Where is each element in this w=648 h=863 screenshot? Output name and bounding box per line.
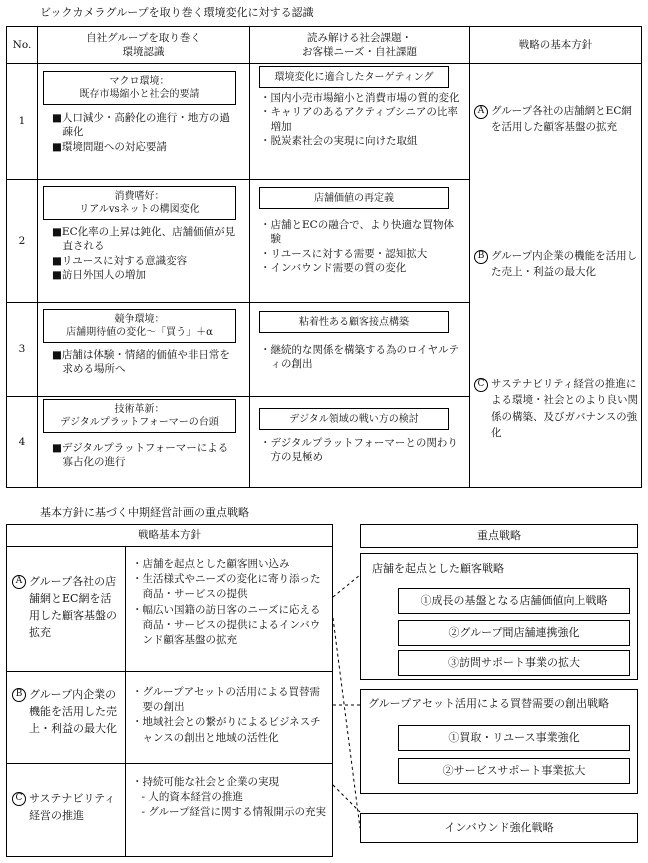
priority-item: ②サービスサポート事業拡大 [398,758,630,784]
header-issues: 読み解ける社会課題・ お客様ニーズ・自社課題 [302,31,417,58]
policy-sub-bullet: - 人的資本経営の推進 [141,791,243,804]
env-bullet: ■デジタルプラットフォーマーによる寡占化の進行 [52,442,229,469]
priority-group-asset-title: グループアセット活用による買替需要の創出戦略 [368,697,610,710]
priority-item: ③訪問サポート事業の拡大 [398,650,630,676]
priority-group-inbound: インバウンド強化戦略 [360,813,638,843]
env-box-macro: マクロ環境： 既存市場縮小と社会的要請 [43,71,236,105]
row-no-2: 2 [18,234,26,247]
connector-a-store [333,575,360,597]
policy-bullet: ・生活様式やニーズの変化に寄り添った商品・サービスの提供 [132,573,321,601]
policy-bullet: ・地域社会との繋がりによるビジネスチャンスの創出と地域の活性化 [132,716,321,744]
env-bullet: ■店舗は体験・情緒的価値や非日常を求める場所へ [52,349,230,376]
issue-bullet: ・国内小売市場縮小と消費市場の質的変化 [260,92,460,104]
bottom-title: 基本方針に基づく中期経営計画の重点戦略 [40,506,249,519]
circle-b-mark: B [12,688,26,702]
env-bullet: ■リユースに対する意識変容 [52,254,188,267]
env-bullet: ■環境問題への対応要請 [52,140,167,153]
circle-a-mark: A [474,105,488,119]
policy-bullet: ・店舗を起点とした顧客囲い込み [132,558,290,570]
connector-a-inbound [333,618,360,828]
row-no-1: 1 [18,115,26,128]
env-bullet: ■訪日外国人の増加 [52,269,146,282]
policy-a-text: グループ各社の店舗網とEC網を活用した顧客基盤の拡充 [29,575,117,640]
env-bullet: ■EC化率の上昇は鈍化、店舗価値が見直される [52,226,236,253]
header-environment: 自社グループを取り巻く 環境認識 [86,31,201,58]
policy-bullet: ・幅広い国籍の訪日客のニーズに応える商品・サービスの提供によるインバウンド顧客基盤の拡充 [132,603,321,647]
issue-bullet: ・継続的な関係を構築する為のロイヤルティの創出 [260,344,460,371]
priority-item: ②グループ間店舗連携強化 [398,620,630,646]
issue-bullet: ・キャリアのあるアクティブシニアの比率増加 [260,106,458,133]
priority-group-store-title: 店舗を起点とした顧客戦略 [372,562,504,575]
env-bullet: ■人口減少・高齢化の進行・地方の過疎化 [52,112,230,139]
issue-bullet: ・店舗とECの融合で、より快適な買物体験 [260,219,454,246]
priority-item: ①買取・リユース事業強化 [398,725,630,751]
priority-item: ①成長の基盤となる店舗価値向上戦略 [398,588,630,614]
policy-c-text: サステナビリティ経営の推進 [29,792,116,823]
issue-box-targeting: 環境変化に適合したターゲティング [259,66,449,88]
policy-b-text: グループ内企業の機能を活用した売上・利益の最大化 [29,688,117,736]
issue-bullet: ・デジタルプラットフォーマーとの関わり方の見極め [260,437,458,464]
env-box-consumer: 消費嗜好： リアルvsネットの構図変化 [43,186,236,220]
row-no-4: 4 [18,435,26,448]
header-strategy: 戦略の基本方針 [518,38,593,51]
env-box-technology: 技術革新： デジタルプラットフォーマーの台頭 [43,399,236,433]
policy-bullet: ・持続可能な社会と企業の実現 [132,776,279,788]
circle-a-mark: A [12,575,26,589]
circle-b-mark: B [474,250,488,264]
strategy-b-text: グループ内企業の機能を活用した売上・利益の最大化 [491,250,638,279]
issue-bullet: ・リユースに対する需要・認知拡大 [260,247,428,260]
issue-box-customer-contact: 粘着性ある顧客接点構築 [259,311,449,333]
circle-c-mark: C [12,792,26,806]
policy-header: 戦略基本方針 [138,529,201,542]
issue-bullet: ・脱炭素社会の実現に向けた取組 [260,135,418,148]
issue-box-store-value: 店舗価値の再定義 [259,187,449,209]
circle-c-mark: C [474,378,488,392]
strategy-a-text: グループ各社の店舗網とEC網を活用した顧客基盤の拡充 [491,105,632,134]
env-box-competition: 競争環境： 店舗期待値の変化～「買う」＋α [43,309,236,343]
issue-bullet: ・インバウンド需要の質の変化 [260,262,407,275]
issue-box-digital: デジタル領域の戦い方の検討 [259,408,449,430]
policy-sub-bullet: - グループ経営に関する情報開示の充実 [141,806,326,819]
strategy-c-text: サステナビリティ経営の推進による環境・社会とのより良い関係の構築、及びガバナンスの強化 [491,378,638,439]
priority-header: 重点戦略 [360,524,638,548]
top-title: ビックカメラグループを取り巻く環境変化に対する認識 [40,6,314,19]
header-no: No. [12,38,32,51]
policy-bullet: ・グループアセットの活用による買替需要の創出 [132,686,321,714]
row-no-3: 3 [18,343,26,356]
